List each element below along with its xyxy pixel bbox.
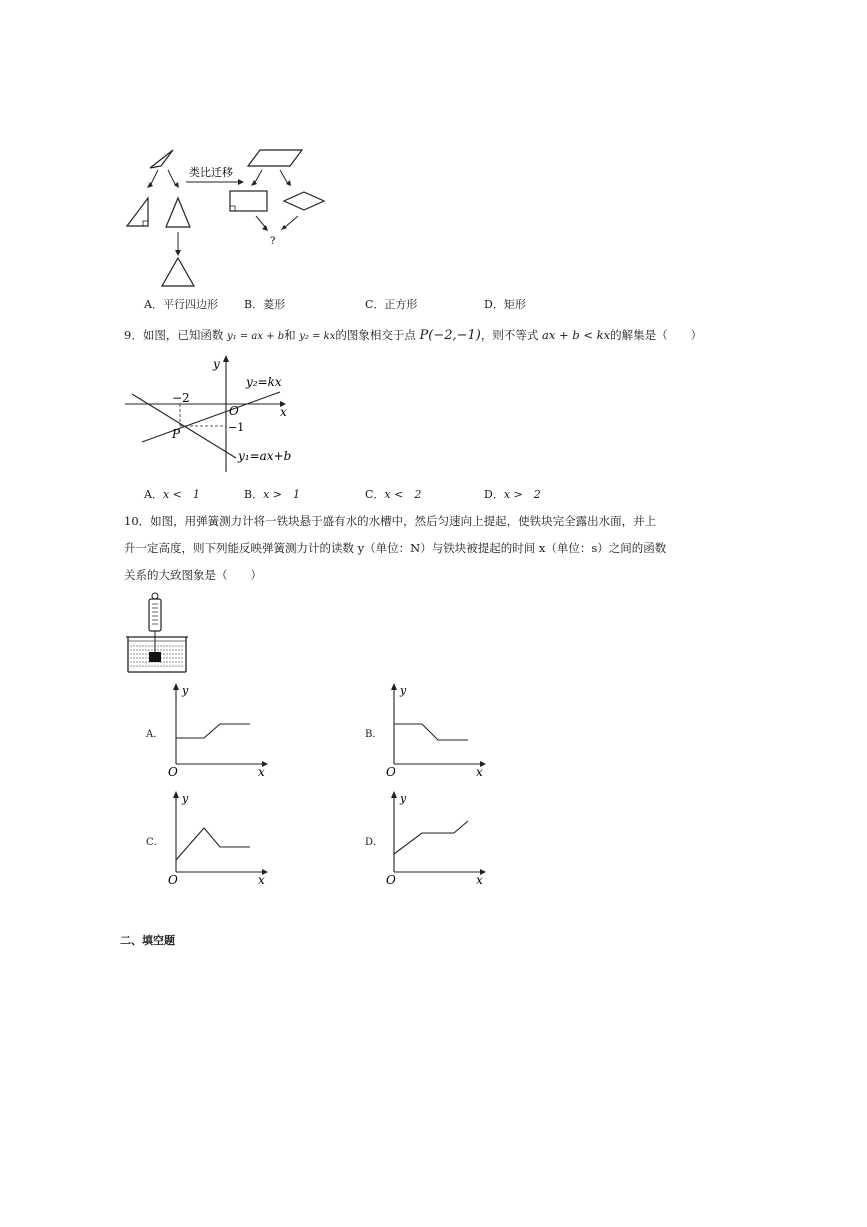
graph-a-curve bbox=[176, 724, 250, 738]
option-text: 矩形 bbox=[503, 298, 526, 311]
q9-option-c[interactable] bbox=[365, 486, 421, 502]
arrow-down-right bbox=[168, 170, 176, 186]
graph-d-curve bbox=[394, 821, 468, 854]
option-text: 正方形 bbox=[384, 298, 418, 311]
q10-graph-a-letter[interactable]: A． bbox=[146, 729, 164, 740]
thin-triangle-shape bbox=[150, 150, 173, 168]
stem-text: 的图象相交于点 bbox=[335, 328, 416, 342]
equilateral-triangle-shape bbox=[162, 258, 194, 286]
q8-option-c[interactable] bbox=[365, 296, 417, 312]
rhombus-shape bbox=[284, 192, 324, 210]
q10-stem-line2: 升一定高度，则下列能反映弹簧测力计的读数 y（单位：N）与铁块被提起的时间 x（单位：s）之间的函数 bbox=[124, 541, 667, 555]
option-letter: D． bbox=[484, 488, 504, 501]
stem-text: 如图，已知函数 bbox=[142, 328, 224, 342]
option-letter: B． bbox=[244, 488, 264, 501]
option-letter: A． bbox=[144, 488, 163, 501]
x-axis-label: x bbox=[476, 765, 483, 779]
stem-text: ，则不等式 bbox=[480, 328, 539, 342]
option-text: x > 2 bbox=[503, 488, 541, 501]
y-axis-label: y bbox=[182, 792, 189, 805]
stem-text: 的解集是（ ） bbox=[610, 328, 703, 342]
stem-text: 和 bbox=[284, 328, 296, 342]
option-letter: C． bbox=[365, 298, 385, 311]
origin-label: O bbox=[229, 404, 239, 418]
inequality-expression: ax + b < kx bbox=[542, 328, 611, 342]
q10-graph-d[interactable] bbox=[380, 788, 500, 888]
y-axis-label: y bbox=[213, 357, 220, 371]
rectangle-shape bbox=[230, 191, 267, 211]
question-number: 9． bbox=[124, 328, 143, 342]
y-axis-label: y bbox=[182, 684, 189, 697]
line2-label: y₂=kx bbox=[246, 375, 282, 389]
q9-option-a[interactable] bbox=[144, 486, 200, 502]
option-letter: A． bbox=[144, 298, 163, 311]
line-y2 bbox=[142, 392, 280, 442]
q10-graph-d-letter[interactable]: D． bbox=[365, 837, 384, 848]
x-axis-label: x bbox=[258, 765, 265, 779]
origin-label: O bbox=[168, 873, 178, 887]
option-text: x < 1 bbox=[162, 488, 200, 501]
point-p: P(−2,−1) bbox=[419, 328, 481, 343]
x-axis-label: x bbox=[476, 873, 483, 887]
origin-label: O bbox=[386, 873, 396, 887]
stem-text: 如图，用弹簧测力计将一铁块悬于盛有水的水槽中，然后匀速向上提起，使铁块完全露出水面，并上 bbox=[150, 514, 657, 528]
q10-stem-line1 bbox=[124, 513, 656, 529]
q10-graph-a[interactable] bbox=[162, 680, 282, 780]
x-tick-label: −2 bbox=[172, 391, 190, 405]
x-axis-label: x bbox=[280, 405, 287, 419]
question-mark: ? bbox=[270, 236, 276, 247]
graph-c-curve bbox=[176, 828, 250, 860]
isosceles-triangle-shape bbox=[166, 198, 190, 227]
analogy-label: 类比迁移 bbox=[189, 166, 233, 179]
spring-scale-tank-figure bbox=[122, 590, 192, 676]
y-axis-label: y bbox=[400, 792, 407, 805]
right-triangle-shape bbox=[127, 198, 148, 226]
q9-option-d[interactable] bbox=[484, 486, 541, 502]
iron-block bbox=[149, 652, 161, 662]
q10-stem-line3: 关系的大致图象是（ ） bbox=[124, 568, 262, 582]
option-letter: C． bbox=[365, 488, 385, 501]
q10-graph-b[interactable] bbox=[380, 680, 500, 780]
x-axis-label: x bbox=[258, 873, 265, 887]
option-text: x < 2 bbox=[384, 488, 422, 501]
y-tick-label: −1 bbox=[228, 421, 245, 434]
y1-expression: y₁ = ax + b bbox=[226, 331, 285, 342]
q10-graph-b-letter[interactable]: B． bbox=[365, 729, 383, 740]
q9-graph bbox=[120, 352, 300, 474]
line1-label: y₁=ax+b bbox=[238, 449, 292, 463]
option-letter: B． bbox=[244, 298, 264, 311]
q8-option-a[interactable] bbox=[144, 296, 218, 312]
q9-stem bbox=[124, 327, 702, 343]
option-letter: D． bbox=[484, 298, 504, 311]
section-title: 二、填空题 bbox=[120, 934, 175, 947]
q8-option-b[interactable] bbox=[244, 296, 285, 312]
y-axis-label: y bbox=[400, 684, 407, 697]
point-p-label: P bbox=[172, 427, 181, 441]
question-number: 10． bbox=[124, 514, 151, 528]
option-text: 平行四边形 bbox=[162, 298, 218, 311]
y2-expression: y₂ = kx bbox=[299, 331, 336, 342]
option-text: x > 1 bbox=[263, 488, 301, 501]
origin-label: O bbox=[168, 765, 178, 779]
graph-b-curve bbox=[394, 724, 468, 740]
parallelogram-shape bbox=[248, 150, 302, 166]
q9-option-b[interactable] bbox=[244, 486, 300, 502]
q8-analogy-diagram bbox=[110, 140, 350, 290]
q10-graph-c[interactable] bbox=[162, 788, 282, 888]
q8-option-d[interactable] bbox=[484, 296, 526, 312]
origin-label: O bbox=[386, 765, 396, 779]
q10-graph-c-letter[interactable]: C． bbox=[146, 837, 164, 848]
option-text: 菱形 bbox=[263, 298, 286, 311]
